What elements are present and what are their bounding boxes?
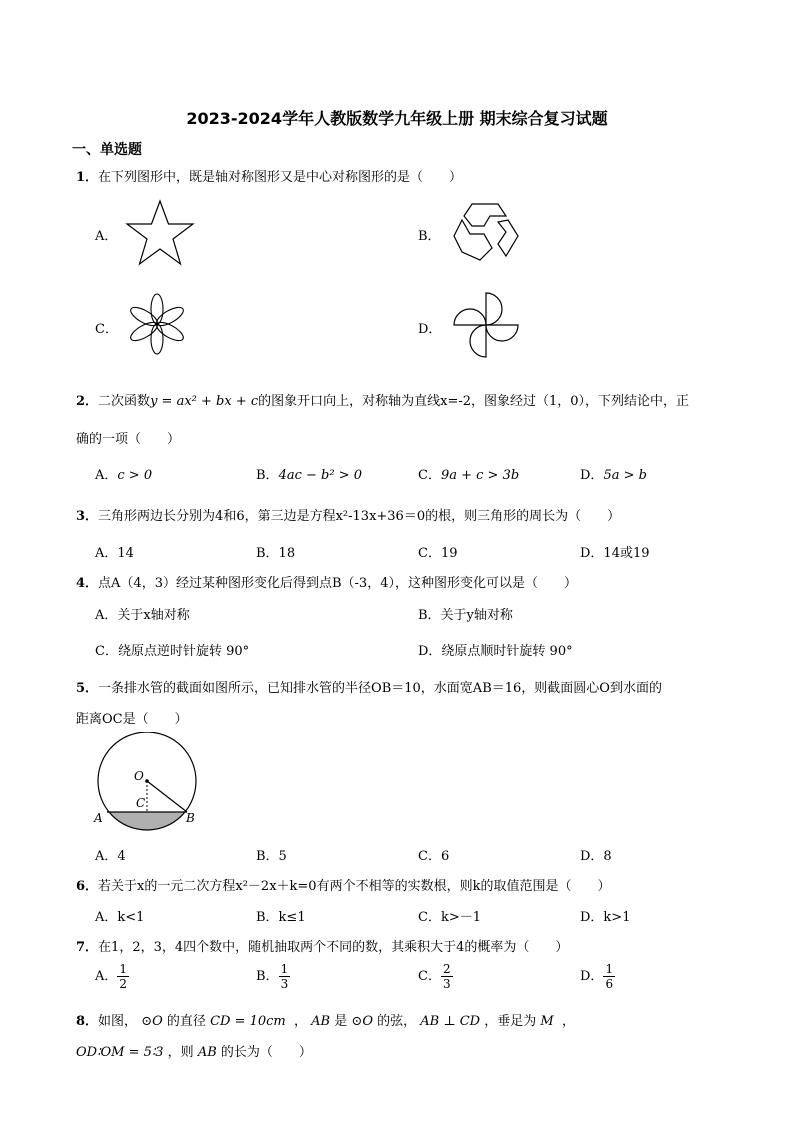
option-d[interactable]: D．k>1 <box>580 910 631 925</box>
question-3 <box>76 505 620 524</box>
option-b[interactable]: B．k≤1 <box>256 910 306 925</box>
question-number: 3． <box>76 509 99 524</box>
question-8: 8．如图， ⊙O 的直径 CD = 10cm ， AB 是 ⊙O 的弦， AB ⊥ CD ，垂足为 M ， <box>76 1014 575 1029</box>
question-text: 在1，2，3，4四个数中，随机抽取两个不同的数，其乘积大于4的概率为（ ） <box>98 940 569 955</box>
question-text: 二次函数 <box>98 394 151 409</box>
pinwheel-icon <box>450 290 522 360</box>
flower-icon <box>122 292 192 356</box>
question-number: 2． <box>76 394 99 409</box>
question-6 <box>76 875 610 894</box>
option-b[interactable]: B． <box>418 229 441 244</box>
question-4 <box>76 572 577 591</box>
question-7 <box>76 936 568 955</box>
option-d[interactable]: D．5a > b <box>580 468 647 483</box>
option-c[interactable]: C．k>－1 <box>418 910 481 925</box>
question-number: 5． <box>76 681 99 696</box>
question-2-cont: 确的一项（ ） <box>76 432 181 447</box>
option-a[interactable]: A．4 <box>95 849 126 864</box>
question-number: 4． <box>76 576 99 591</box>
option-d[interactable]: D．绕原点顺时针旋转 90° <box>418 644 573 659</box>
question-number: 1． <box>76 170 99 185</box>
question-text: 的图象开口向上，对称轴为直线x=-2，图象经过（1，0），下列结论中，正 <box>258 394 690 409</box>
pipe-cross-section-diagram <box>90 732 206 836</box>
question-1 <box>76 166 462 185</box>
section-heading: 一、单选题 <box>72 142 142 158</box>
option-d[interactable]: D． $\frac{1}{6}$ <box>580 962 614 991</box>
option-a[interactable]: A．14 <box>95 546 134 561</box>
option-c[interactable]: C．绕原点逆时针旋转 90° <box>95 644 250 659</box>
option-b[interactable]: B． $\frac{1}{3}$ <box>256 962 289 991</box>
option-c[interactable]: C． <box>95 322 118 337</box>
question-number: 6． <box>76 879 99 894</box>
page-title: 2023-2024学年人教版数学九年级上册 期末综合复习试题 <box>186 109 608 128</box>
label-c: C <box>136 796 146 810</box>
option-b[interactable]: B．18 <box>256 546 296 561</box>
option-c[interactable]: C．6 <box>418 849 450 864</box>
question-text: 一条排水管的截面如图所示，已知排水管的半径OB＝10，水面宽AB＝16，则截面圆心O到水面的 <box>98 681 662 696</box>
question-number: 8． <box>76 1014 99 1029</box>
option-b[interactable]: B．关于y轴对称 <box>418 608 513 623</box>
label-b: B <box>186 811 195 825</box>
question-text: 三角形两边长分别为4和6，第三边是方程x²-13x+36＝0的根，则三角形的周长为（ ） <box>98 509 621 524</box>
label-o: O <box>134 769 144 783</box>
option-a[interactable]: A． <box>95 229 118 244</box>
option-c[interactable]: C． $\frac{2}{3}$ <box>418 962 451 991</box>
recycle-hexagon-icon <box>450 200 520 264</box>
label-a: A <box>94 811 103 825</box>
question-5 <box>76 677 662 696</box>
question-number: 7． <box>76 940 99 955</box>
option-a[interactable]: A．k<1 <box>95 910 145 925</box>
option-b[interactable]: B．4ac − b² > 0 <box>256 468 362 483</box>
option-a[interactable]: A．关于x轴对称 <box>95 608 190 623</box>
question-text: 在下列图形中，既是轴对称图形又是中心对称图形的是（ ） <box>98 170 463 185</box>
option-d[interactable]: D． <box>418 322 442 337</box>
option-b[interactable]: B．5 <box>256 849 287 864</box>
star-icon <box>124 198 196 268</box>
option-a[interactable]: A． $\frac{1}{2}$ <box>95 962 128 991</box>
option-d[interactable]: D．8 <box>580 849 612 864</box>
option-c[interactable]: C．9a + c > 3b <box>418 468 520 483</box>
question-5-cont: 距离OC是（ ） <box>76 712 188 727</box>
question-8-cont: OD∶OM = 5∶3 ，则 AB 的长为（ ） <box>76 1045 312 1060</box>
question-2 <box>76 390 689 409</box>
question-text: 若关于x的一元二次方程x²－2x＋k=0有两个不相等的实数根，则k的取值范围是（ ） <box>98 879 611 894</box>
quadratic-formula: y = ax² + bx + c <box>150 394 259 409</box>
option-d[interactable]: D．14或19 <box>580 546 650 561</box>
option-c[interactable]: C．19 <box>418 546 458 561</box>
question-text: 点A（4，3）经过某种图形变化后得到点B（-3，4），这种图形变化可以是（ ） <box>98 576 577 591</box>
option-a[interactable]: A．c > 0 <box>95 468 153 483</box>
